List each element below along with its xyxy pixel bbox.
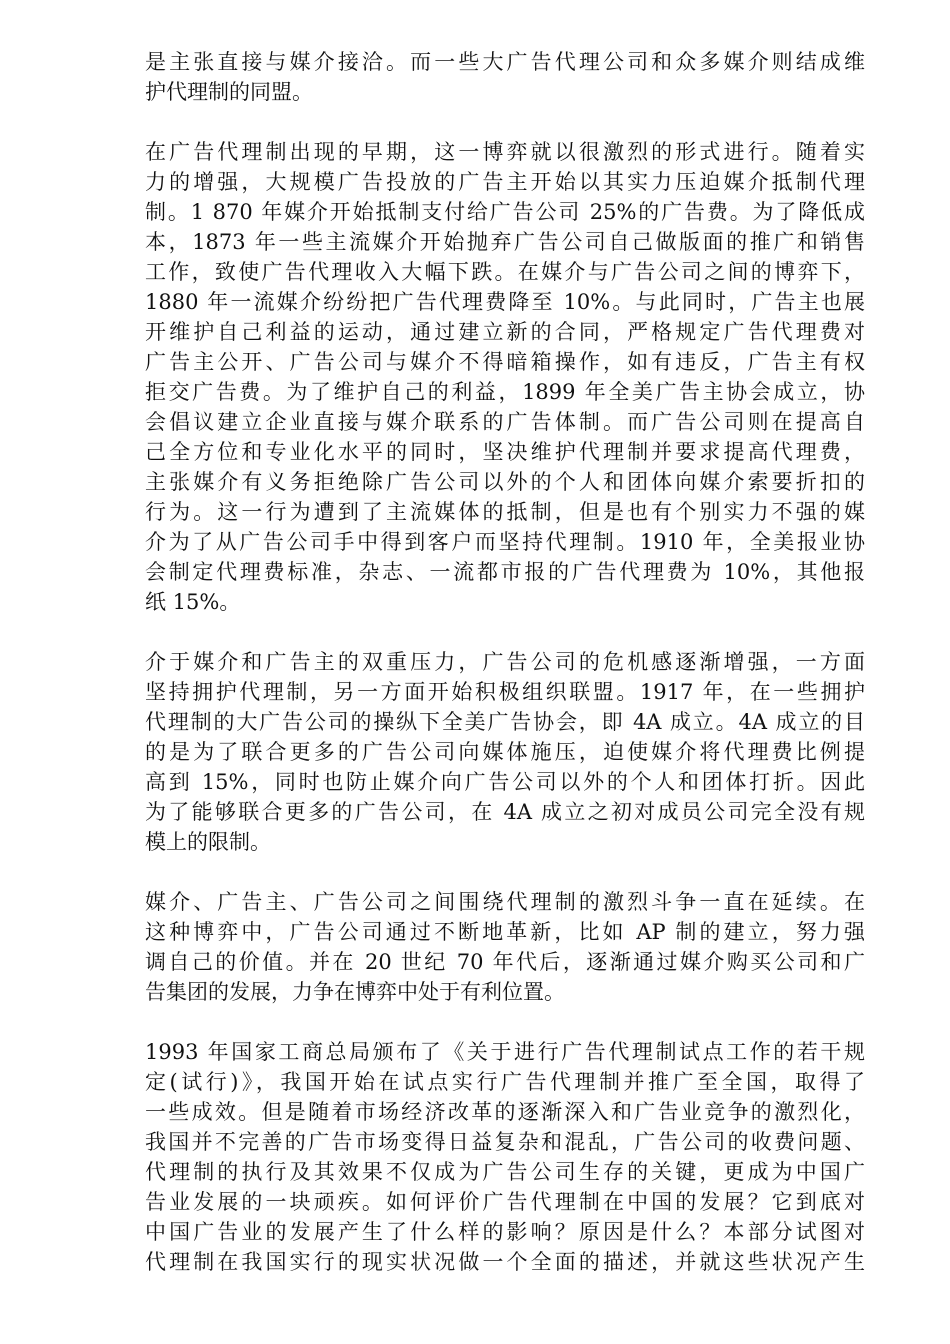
paragraph-gap — [145, 1007, 865, 1037]
text-line: 这种博弈中，广告公司通过不断地革新，比如 AP 制的建立，努力强 — [145, 920, 865, 944]
text-line: 拒交广告费。为了维护自己的利益，1899 年全美广告主协会成立，协 — [145, 380, 865, 404]
text-line: 我国并不完善的广告市场变得日益复杂和混乱，广告公司的收费问题、 — [145, 1130, 865, 1154]
paragraph — [145, 47, 865, 107]
text-line: 行为。这一行为遭到了主流媒体的抵制，但是也有个别实力不强的媒 — [145, 500, 865, 524]
paragraph — [145, 647, 865, 857]
text-line: 力的增强，大规模广告投放的广告主开始以其实力压迫媒介抵制代理 — [145, 170, 865, 194]
text-line: 一些成效。但是随着市场经济改革的逐渐深入和广告业竞争的激烈化， — [145, 1100, 865, 1124]
text-line: 1993 年国家工商总局颁布了《关于进行广告代理制试点工作的若干规 — [145, 1040, 865, 1064]
paragraph — [145, 137, 865, 617]
text-line: 会倡议建立企业直接与媒介联系的广告体制。而广告公司则在提高自 — [145, 410, 865, 434]
text-line: 工作，致使广告代理收入大幅下跌。在媒介与广告公司之间的博弈下， — [145, 260, 865, 284]
text-line: 代理制的执行及其效果不仅成为广告公司生存的关键，更成为中国广 — [145, 1160, 865, 1184]
text-line: 开维护自己利益的运动，通过建立新的合同，严格规定广告代理费对 — [145, 320, 865, 344]
body-text — [145, 47, 865, 1277]
text-line: 坚持拥护代理制，另一方面开始积极组织联盟。1917 年，在一些拥护 — [145, 680, 865, 704]
text-line: 中国广告业的发展产生了什么样的影响？原因是什么？本部分试图对 — [145, 1220, 865, 1244]
text-line: 己全方位和专业化水平的同时，坚决维护代理制并要求提高代理费， — [145, 440, 865, 464]
text-line: 介为了从广告公司手中得到客户而坚持代理制。1910 年，全美报业协 — [145, 530, 865, 554]
text-line: 告集团的发展，力争在博弈中处于有利位置。 — [145, 980, 565, 1004]
text-line: 会制定代理费标准，杂志、一流都市报的广告代理费为 10%，其他报 — [145, 560, 865, 584]
text-line: 纸 15%。 — [145, 590, 241, 614]
paragraph-gap — [145, 617, 865, 647]
text-line: 护代理制的同盟。 — [145, 80, 313, 104]
text-line: 制。1 870 年媒介开始抵制支付给广告公司 25%的广告费。为了降低成 — [145, 200, 865, 224]
text-line: 代理制在我国实行的现实状况做一个全面的描述，并就这些状况产生 — [145, 1250, 865, 1274]
text-line: 媒介、广告主、广告公司之间围绕代理制的激烈斗争一直在延续。在 — [145, 890, 865, 914]
text-line: 为了能够联合更多的广告公司，在 4A 成立之初对成员公司完全没有规 — [145, 800, 865, 824]
text-line: 1880 年一流媒介纷纷把广告代理费降至 10%。与此同时，广告主也展 — [145, 290, 865, 314]
text-line: 是主张直接与媒介接洽。而一些大广告代理公司和众多媒介则结成维 — [145, 50, 865, 74]
text-line: 模上的限制。 — [145, 830, 271, 854]
text-line: 介于媒介和广告主的双重压力，广告公司的危机感逐渐增强，一方面 — [145, 650, 865, 674]
paragraph — [145, 887, 865, 1007]
paragraph — [145, 1037, 865, 1277]
paragraph-gap — [145, 857, 865, 887]
text-line: 主张媒介有义务拒绝除广告公司以外的个人和团体向媒介索要折扣的 — [145, 470, 865, 494]
text-line: 广告主公开、广告公司与媒介不得暗箱操作，如有违反，广告主有权 — [145, 350, 865, 374]
text-line: 调自己的价值。并在 20 世纪 70 年代后，逐渐通过媒介购买公司和广 — [145, 950, 865, 974]
text-line: 告业发展的一块顽疾。如何评价广告代理制在中国的发展？它到底对 — [145, 1190, 865, 1214]
text-line: 高到 15%，同时也防止媒介向广告公司以外的个人和团体打折。因此 — [145, 770, 865, 794]
text-line: 定(试行)》，我国开始在试点实行广告代理制并推广至全国，取得了 — [145, 1070, 865, 1094]
text-line: 在广告代理制出现的早期，这一博弈就以很激烈的形式进行。随着实 — [145, 140, 865, 164]
paragraph-gap — [145, 107, 865, 137]
text-line: 的是为了联合更多的广告公司向媒体施压，迫使媒介将代理费比例提 — [145, 740, 865, 764]
text-line: 本，1873 年一些主流媒介开始抛弃广告公司自己做版面的推广和销售 — [145, 230, 865, 254]
text-line: 代理制的大广告公司的操纵下全美广告协会，即 4A 成立。4A 成立的目 — [145, 710, 865, 734]
